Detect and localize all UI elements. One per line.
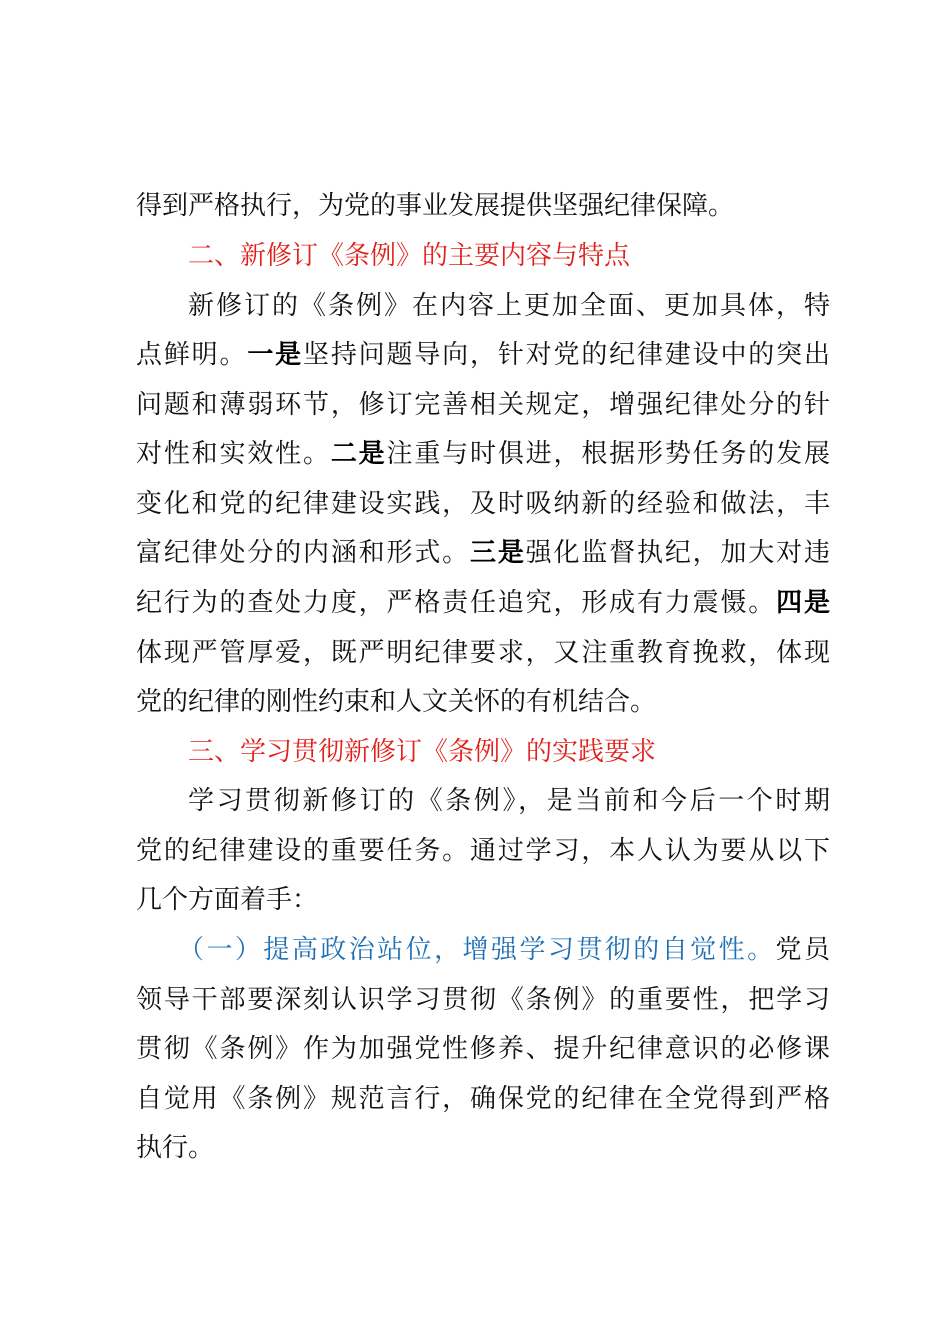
text-span: 对性和实效性。 <box>136 439 331 469</box>
paragraph-line: 几个方面着手： <box>136 885 319 915</box>
paragraph-line: 得到严格执行，为党的事业发展提供坚强纪律保障。 <box>136 191 735 221</box>
text-span: 纪行为的查处力度，严格责任追究，形成有力震慑。 <box>136 588 777 618</box>
emphasis-label: 四是 <box>776 588 830 618</box>
section-heading-2: 二、新修订《条例》的主要内容与特点 <box>188 241 631 271</box>
text-span: 富纪律处分的内涵和形式。 <box>136 538 470 568</box>
paragraph-line: 变化和党的纪律建设实践，及时吸纳新的经验和做法，丰 <box>136 489 830 519</box>
paragraph-line: 问题和薄弱环节，修订完善相关规定，增强纪律处分的针 <box>136 390 830 420</box>
paragraph-line <box>136 578 830 628</box>
paragraph-line: 自觉用《条例》规范言行，确保党的纪律在全党得到严格 <box>136 1084 830 1114</box>
paragraph-line: 党的纪律建设的重要任务。通过学习，本人认为要从以下 <box>136 836 830 866</box>
emphasis-label: 三是 <box>469 538 526 568</box>
text-span: 强化监督执纪，加大对违 <box>525 538 830 568</box>
text-span: 注重与时俱进，根据形势任务的发展 <box>386 439 830 469</box>
paragraph-line <box>136 528 830 578</box>
subsection-line <box>178 925 830 975</box>
paragraph-line: 新修订的《条例》在内容上更加全面、更加具体，特 <box>188 291 830 321</box>
text-span: 点鲜明。 <box>136 340 248 370</box>
paragraph-line: 党的纪律的刚性约束和人文关怀的有机结合。 <box>136 687 657 717</box>
emphasis-label: 一是 <box>247 340 303 370</box>
paragraph-line: 领导干部要深刻认识学习贯彻《条例》的重要性，把学习 <box>136 985 830 1015</box>
paragraph-line: 学习贯彻新修订的《条例》，是当前和今后一个时期 <box>188 786 830 816</box>
subsection-heading: （一）提高政治站位，增强学习贯彻的自觉性。 <box>178 935 776 965</box>
text-span: 坚持问题导向，针对党的纪律建设中的突出 <box>303 340 830 370</box>
paragraph-line <box>136 330 830 380</box>
paragraph-line: 执行。 <box>136 1133 215 1163</box>
emphasis-label: 二是 <box>330 439 387 469</box>
paragraph-line <box>136 429 830 479</box>
text-span: 党员 <box>775 935 830 965</box>
section-heading-3: 三、学习贯彻新修订《条例》的实践要求 <box>188 737 657 767</box>
paragraph-line: 贯彻《条例》作为加强党性修养、提升纪律意识的必修课 <box>136 1034 830 1064</box>
paragraph-line: 体现严管厚爱，既严明纪律要求，又注重教育挽救，体现 <box>136 638 830 668</box>
